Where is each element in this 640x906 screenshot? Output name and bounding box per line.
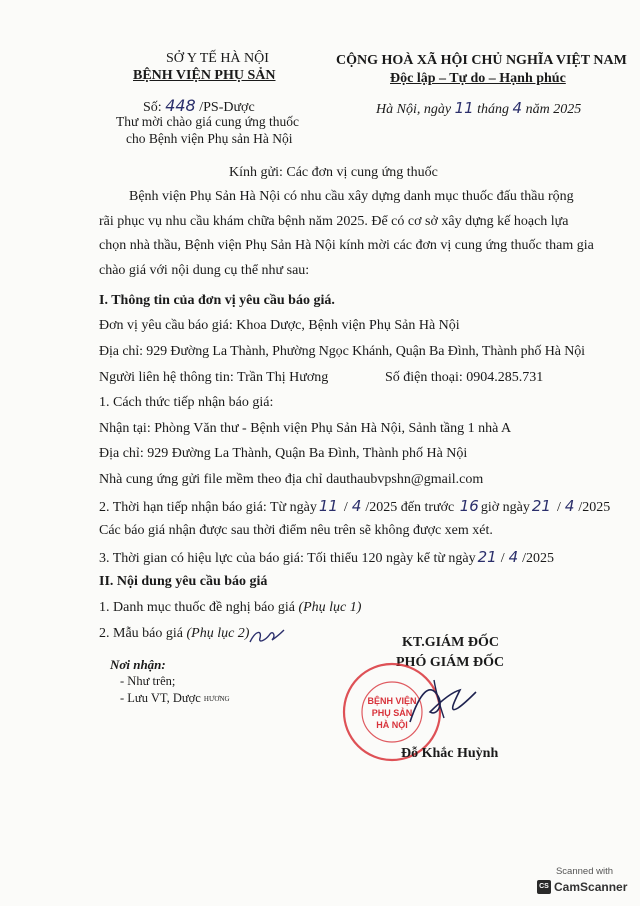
nation-title: CỘNG HOÀ XÃ HỘI CHỦ NGHĨA VIỆT NAM — [336, 53, 627, 68]
section-2-title: II. Nội dung yêu cầu báo giá — [99, 574, 268, 589]
signer-name: Đỗ Khắc Huỳnh — [401, 746, 499, 761]
receive-address: Địa chỉ: 929 Đường La Thành, Quận Ba Đình, Thành phố Hà Nội — [99, 446, 468, 461]
org-name: SỞ Y TẾ HÀ NỘI — [166, 51, 269, 66]
svg-text:HÀ NỘI: HÀ NỘI — [376, 720, 408, 730]
address: Địa chỉ: 929 Đường La Thành, Phường Ngọc Khánh, Quận Ba Đình, Thành phố Hà Nội — [99, 344, 585, 359]
handwritten-number: 448 — [165, 96, 196, 115]
receive-at: Nhận tại: Phòng Văn thư - Bệnh viện Phụ Sản Hà Nội, Sảnh tầng 1 nhà A — [99, 421, 512, 436]
requesting-unit: Đơn vị yêu cầu báo giá: Khoa Dược, Bệnh viện Phụ Sản Hà Nội — [99, 318, 460, 333]
hospital-name: BỆNH VIỆN PHỤ SẢN — [133, 68, 276, 83]
document-number: Số: 448 /PS-Dược — [143, 96, 255, 115]
initial-signature — [248, 624, 286, 648]
contact-person: Người liên hệ thông tin: Trần Thị Hương — [99, 370, 329, 385]
intro-line: Bệnh viện Phụ Sản Hà Nội có nhu cầu xây dựng danh mục thuốc đấu thầu rộng — [129, 189, 574, 204]
subject-line: cho Bệnh viện Phụ sản Hà Nội — [126, 131, 293, 146]
greeting: Kính gửi: Các đơn vị cung ứng thuốc — [229, 165, 438, 180]
recipients-label: Nơi nhận: — [110, 657, 166, 672]
email-line: Nhà cung ứng gửi file mềm theo địa chỉ dauthaubvpshn@gmail.com — [99, 472, 484, 487]
camscanner-badge: Scanned with CS CamScanner — [537, 866, 632, 900]
svg-text:PHỤ SẢN: PHỤ SẢN — [371, 708, 413, 718]
issue-date: Hà Nội, ngày 11 tháng 4 năm 2025 — [376, 99, 582, 117]
recipient-line: - Lưu VT, Dược HƯƠNG — [120, 691, 230, 705]
section-1-title: I. Thông tin của đơn vị yêu cầu báo giá. — [99, 293, 335, 308]
appendix-item: 1. Danh mục thuốc đề nghị báo giá (Phụ lục 1) — [99, 600, 362, 615]
intro-line: rãi phục vụ nhu cầu khám chữa bệnh năm 2025. Để có cơ sở xây dựng kế hoạch lựa — [99, 214, 569, 229]
recipient-line: - Như trên; — [120, 674, 176, 688]
appendix-item: 2. Mẫu báo giá (Phụ lục 2) — [99, 626, 250, 641]
signer-title: PHÓ GIÁM ĐỐC — [396, 655, 505, 670]
camscanner-icon: CS — [537, 880, 551, 894]
subject-line: Thư mời chào giá cung ứng thuốc — [116, 114, 299, 129]
svg-text:BỆNH VIỆN: BỆNH VIỆN — [367, 696, 417, 706]
director-signature — [400, 672, 480, 732]
late-note: Các báo giá nhận được sau thời điểm nêu trên sẽ không được xem xét. — [99, 523, 493, 538]
phone-number: Số điện thoại: 0904.285.731 — [385, 370, 544, 385]
signer-role: KT.GIÁM ĐỐC — [402, 635, 499, 650]
validity-line: 3. Thời gian có hiệu lực của báo giá: Tối thiểu 120 ngày kể từ ngày 21 / 4 /2025 — [99, 548, 555, 566]
intro-line: chọn nhà thầu, Bệnh viện Phụ Sản Hà Nội kính mời các đơn vị cung ứng thuốc tham gia — [99, 238, 594, 253]
motto: Độc lập – Tự do – Hạnh phúc — [390, 71, 566, 86]
receive-method: 1. Cách thức tiếp nhận báo giá: — [99, 395, 274, 410]
intro-line: chào giá với nội dung cụ thể như sau: — [99, 263, 310, 278]
deadline-line: 2. Thời hạn tiếp nhận báo giá: Từ ngày 11 / 4 /2025 đến trước 16 giờ ngày 21 / 4 /2025 — [99, 497, 611, 515]
